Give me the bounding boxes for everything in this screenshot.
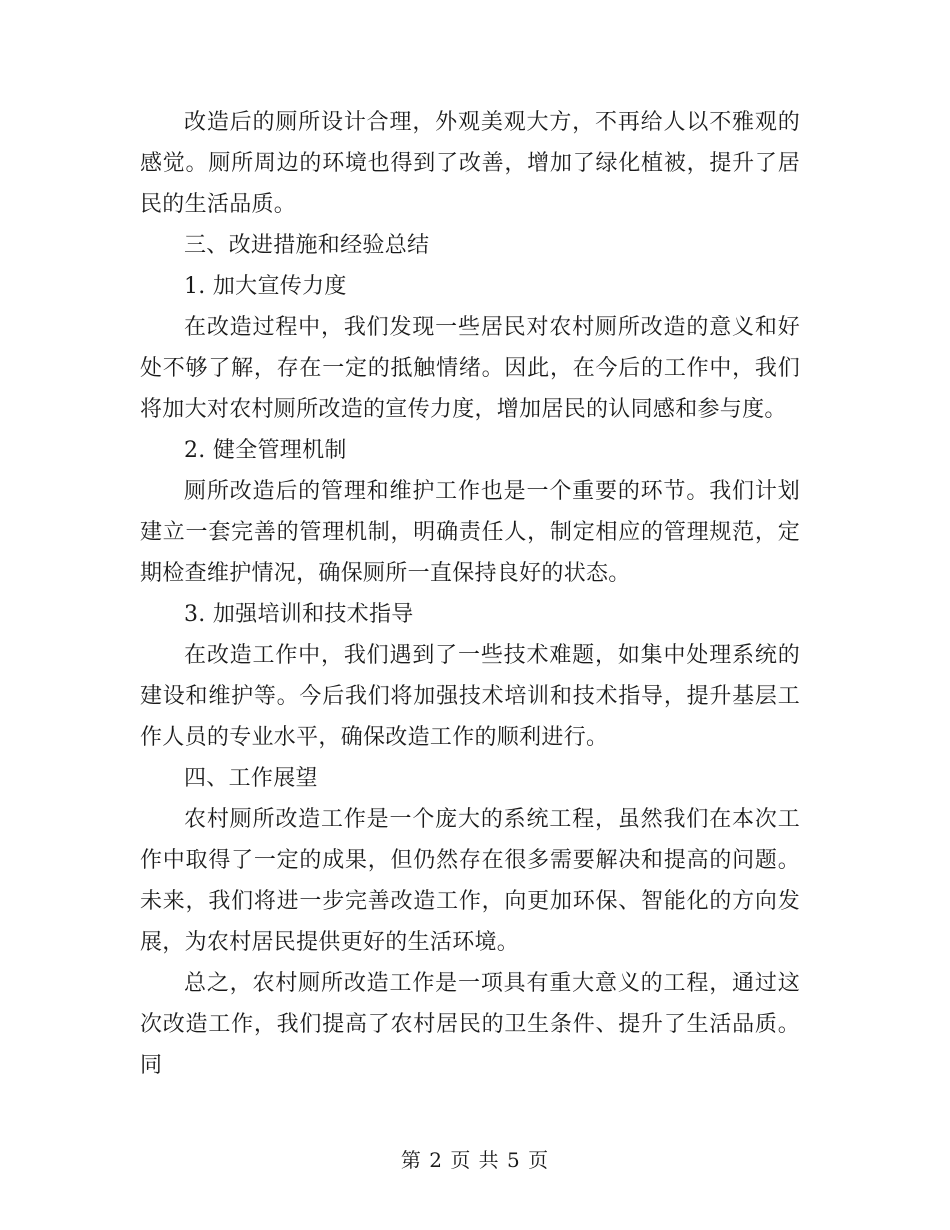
paragraph-publicity: 在改造过程中，我们发现一些居民对农村厕所改造的意义和好处不够了解，存在一定的抵触情绪。因此，在今后的工作中，我们将加大对农村厕所改造的宣传力度，增加居民的认同感和参与度。 <box>140 315 800 422</box>
document-body <box>140 102 800 1086</box>
paragraph-conclusion: 总之，农村厕所改造工作是一项具有重大意义的工程，通过这次改造工作，我们提高了农村居民的卫生条件、提升了生活品质。同 <box>140 971 800 1078</box>
paragraph-renovation-result: 改造后的厕所设计合理，外观美观大方，不再给人以不雅观的感觉。厕所周边的环境也得到了改善，增加了绿化植被，提升了居民的生活品质。 <box>140 110 800 217</box>
subheading-management: 2. 健全管理机制 <box>184 438 347 463</box>
paragraph-outlook: 农村厕所改造工作是一个庞大的系统工程，虽然我们在本次工作中取得了一定的成果，但仍然存在很多需要解决和提高的问题。未来，我们将进一步完善改造工作，向更加环保、智能化的方向发展，为农村居民提供更好的生活环境。 <box>140 807 800 955</box>
section-heading-improvements: 三、改进措施和经验总结 <box>184 233 430 258</box>
subheading-training: 3. 加强培训和技术指导 <box>184 602 414 627</box>
paragraph-management: 厕所改造后的管理和维护工作也是一个重要的环节。我们计划建立一套完善的管理机制，明确责任人，制定相应的管理规范，定期检查维护情况，确保厕所一直保持良好的状态。 <box>140 479 800 586</box>
subheading-publicity: 1. 加大宣传力度 <box>184 274 347 299</box>
section-heading-outlook: 四、工作展望 <box>184 766 318 791</box>
paragraph-training: 在改造工作中，我们遇到了一些技术难题，如集中处理系统的建设和维护等。今后我们将加强技术培训和技术指导，提升基层工作人员的专业水平，确保改造工作的顺利进行。 <box>140 643 800 750</box>
page-number-footer: 第 2 页 共 5 页 <box>400 1148 550 1172</box>
